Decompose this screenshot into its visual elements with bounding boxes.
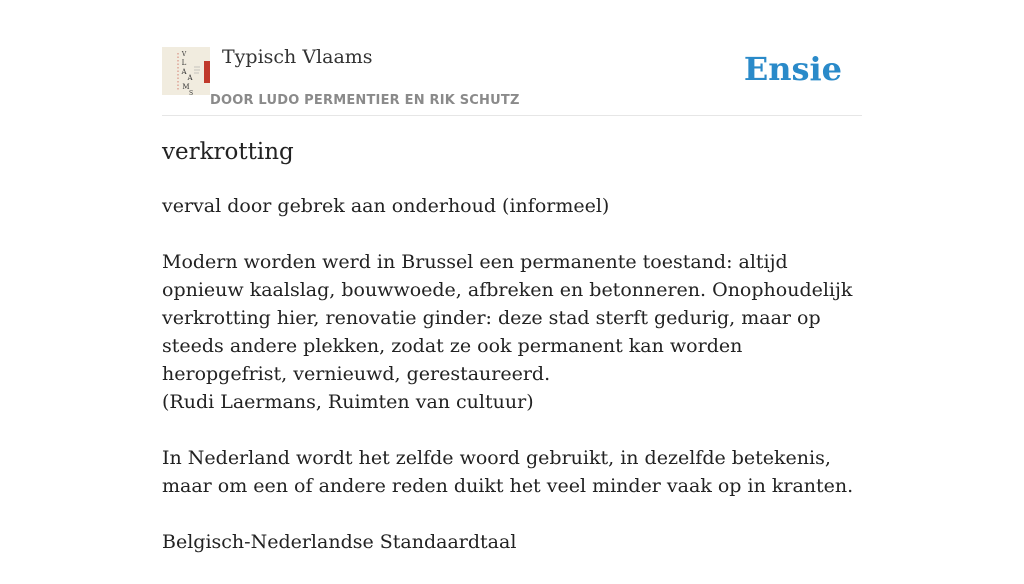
cover-letter: V	[181, 51, 187, 58]
book-cover-art	[162, 47, 210, 95]
entry-content	[162, 192, 862, 584]
entry-category: Belgisch-Nederlandse Standaardtaal	[162, 531, 517, 553]
cover-letter: A	[187, 74, 193, 82]
header	[162, 40, 862, 116]
entry-definition: verval door gebrek aan onderhoud (informeel)	[162, 195, 610, 217]
cover-letter: S	[188, 90, 194, 97]
cover-letter: A	[181, 68, 187, 76]
brand-logo[interactable]: Ensie	[743, 50, 842, 88]
cover-letter: M	[182, 83, 190, 91]
example-source: (Rudi Laermans, Ruimten van cultuur)	[162, 391, 534, 413]
cover-letter: L	[181, 59, 187, 67]
book-cover-icon[interactable]	[162, 47, 210, 95]
entry-example	[162, 248, 862, 416]
example-text: Modern worden werd in Brussel een permanente toestand: altijd opnieuw kaalslag, bouwwoede, afbreken en betonneren. Onophoudelijk verkrotting hier, renovatie ginder: deze stad sterft gedurig, maar op steeds andere plekken, zodat ze ook permanent kan worden heropgefrist, vernieuwd, gerestaureerd.	[162, 251, 853, 385]
entry-note: In Nederland wordt het zelfde woord gebruikt, in dezelfde betekenis, maar om een of andere reden duikt het veel minder vaak op in kranten.	[162, 447, 854, 497]
book-authors: DOOR LUDO PERMENTIER EN RIK SCHUTZ	[210, 93, 520, 108]
page-container	[162, 0, 862, 553]
entry-term: verkrotting	[162, 139, 294, 165]
book-title[interactable]: Typisch Vlaams	[222, 46, 373, 68]
